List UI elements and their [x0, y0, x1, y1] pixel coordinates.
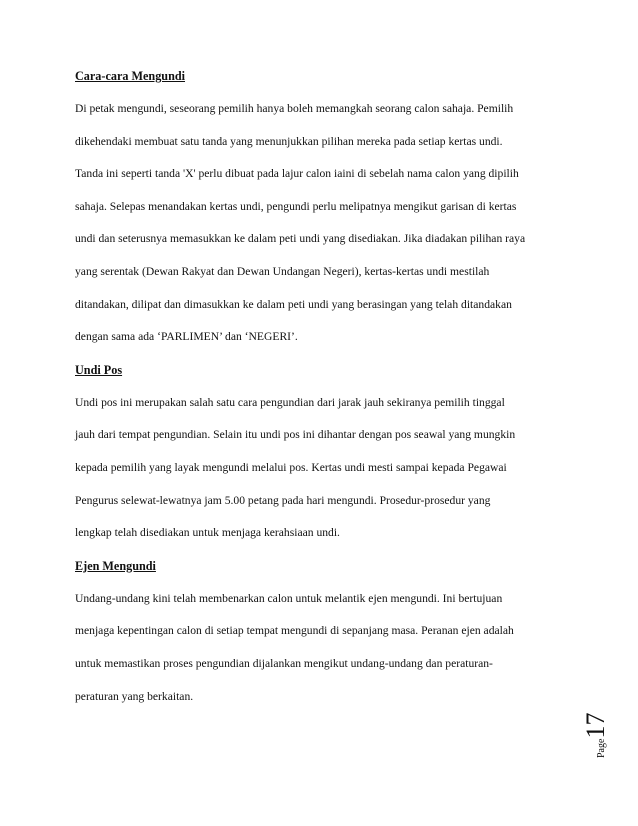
paragraph-line: ditandakan, dilipat dan dimasukkan ke dalam peti undi yang berasingan yang telah ditandakan	[75, 297, 512, 311]
page-number-block	[582, 688, 616, 758]
paragraph-line: dikehendaki membuat satu tanda yang menunjukkan pilihan mereka pada setiap kertas undi.	[75, 134, 503, 148]
paragraph-line: Undi pos ini merupakan salah satu cara pengundian dari jarak jauh sekiranya pemilih tinggal	[75, 395, 505, 409]
paragraph-line: kepada pemilih yang layak mengundi melalui pos. Kertas undi mesti sampai kepada Pegawai	[75, 460, 507, 474]
paragraph-line: jauh dari tempat pengundian. Selain itu undi pos ini dihantar dengan pos seawal yang mungkin	[75, 428, 516, 442]
section-heading: Ejen Mengundi	[75, 558, 156, 573]
paragraph-line: Pengurus selewat-lewatnya jam 5.00 petang pada hari mengundi. Prosedur-prosedur yang	[75, 493, 491, 507]
paragraph-line: menjaga kepentingan calon di setiap tempat mengundi di sepanjang masa. Peranan ejen adalah	[75, 624, 514, 638]
page-label: Page	[596, 738, 607, 758]
paragraph-line: lengkap telah disediakan untuk menjaga kerahsiaan undi.	[75, 526, 340, 540]
paragraph-line: undi dan seterusnya memasukkan ke dalam peti undi yang disediakan. Jika diadakan pilihan raya	[75, 232, 526, 246]
paragraph-line: sahaja. Selepas menandakan kertas undi, pengundi perlu melipatnya mengikut garisan di kertas	[75, 199, 517, 213]
section-ejen-mengundi	[75, 558, 575, 705]
paragraph-line: yang serentak (Dewan Rakyat dan Dewan Undangan Negeri), kertas-kertas undi mestilah	[75, 264, 490, 278]
section-heading: Undi Pos	[75, 362, 123, 377]
section-cara-cara-mengundi	[75, 68, 575, 345]
page-number: 17	[581, 712, 610, 739]
page-footer	[582, 688, 622, 758]
paragraph-line: Undang-undang kini telah membenarkan calon untuk melantik ejen mengundi. Ini bertujuan	[75, 591, 503, 605]
paragraph-line: peraturan yang berkaitan.	[75, 689, 194, 703]
section-heading: Cara-cara Mengundi	[75, 69, 186, 83]
paragraph-line: Tanda ini seperti tanda 'X' perlu dibuat pada lajur calon iaini di sebelah nama calon yang dipilih	[75, 167, 519, 181]
paragraph-line: dengan sama ada ‘PARLIMEN’ dan ‘NEGERI’.	[75, 330, 298, 344]
section-undi-pos	[75, 362, 575, 541]
paragraph-line: Di petak mengundi, seseorang pemilih hanya boleh memangkah seorang calon sahaja. Pemilih	[75, 102, 514, 115]
paragraph-line: untuk memastikan proses pengundian dijalankan mengikut undang-undang dan peraturan-	[75, 656, 493, 670]
document-body	[75, 68, 575, 721]
